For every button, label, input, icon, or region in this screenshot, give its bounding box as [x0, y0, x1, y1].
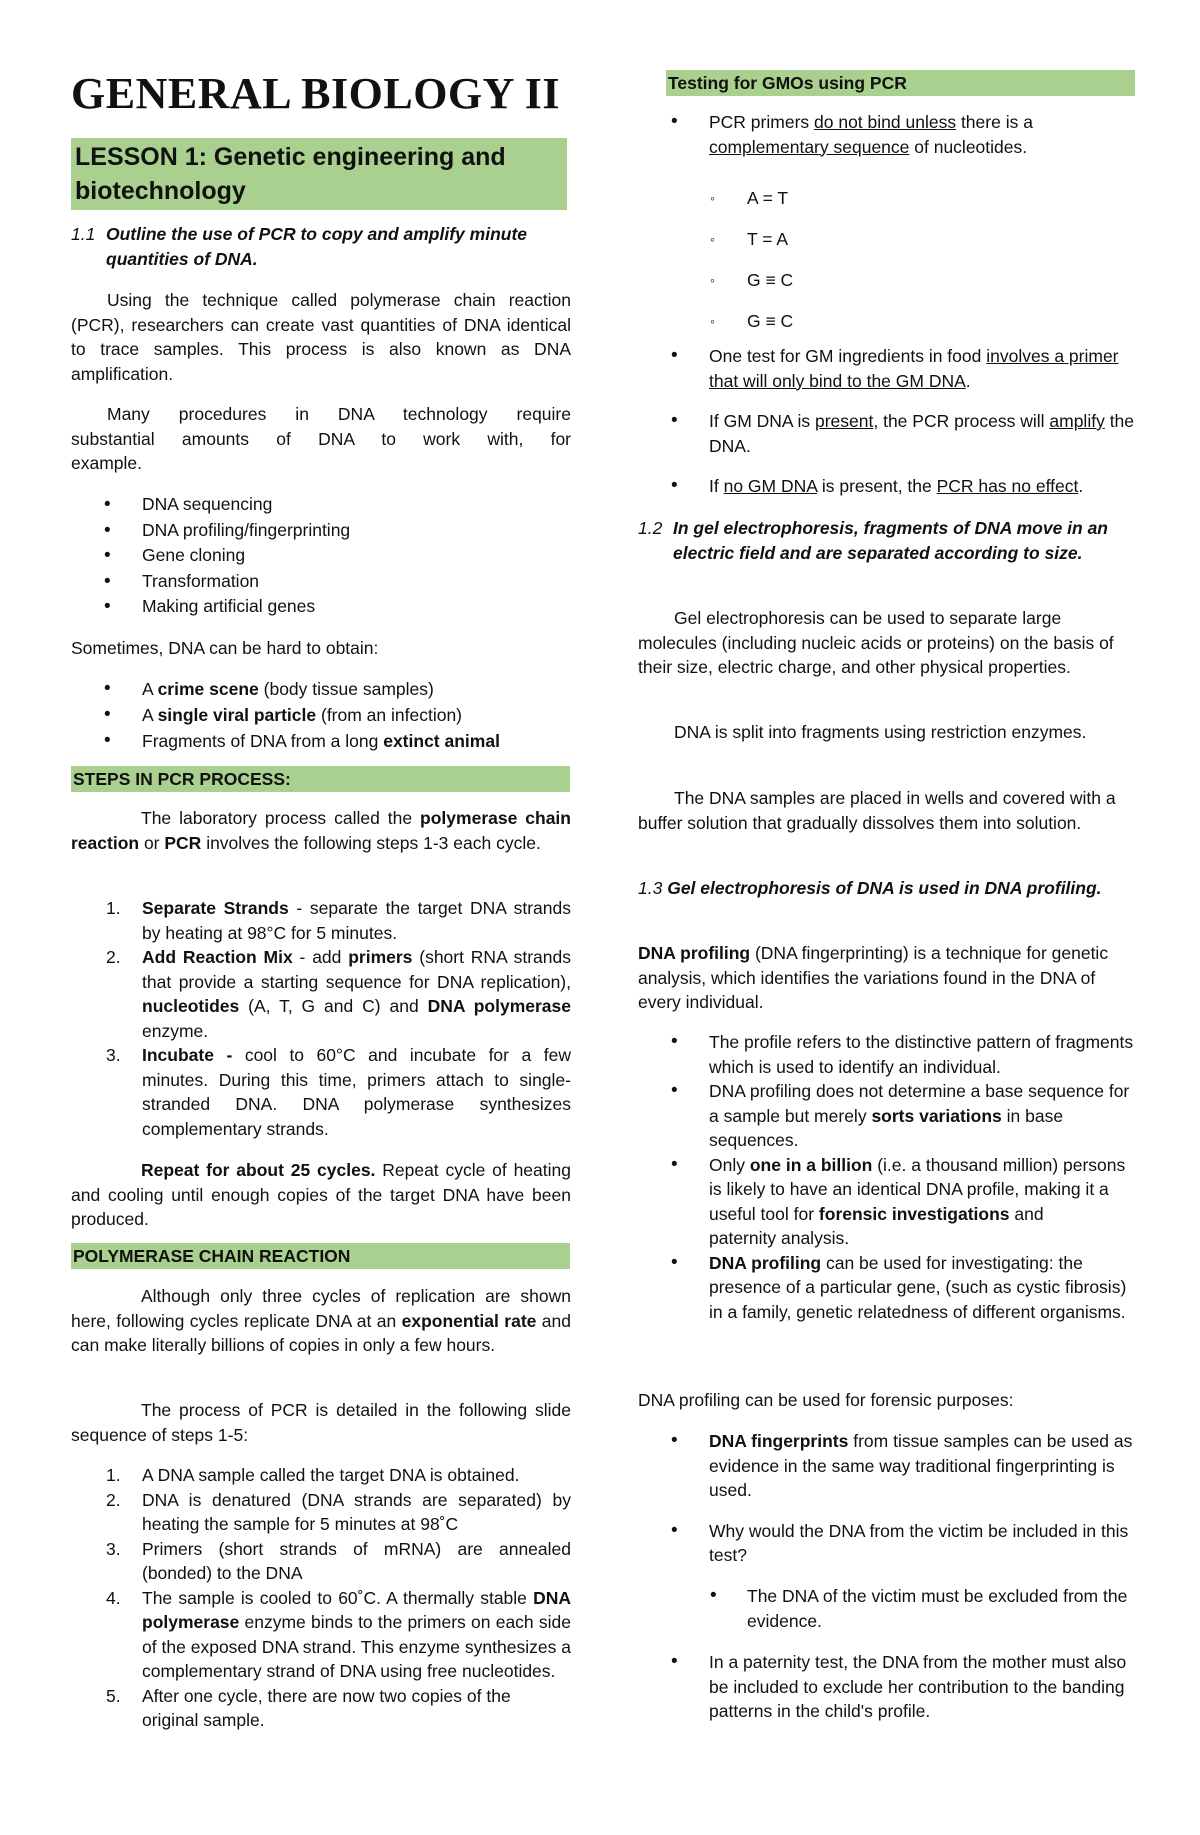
list-item: • Making artificial genes: [71, 594, 571, 620]
list-item: • Why would the DNA from the victim be included in this test?: [638, 1519, 1138, 1568]
profiling-list: [638, 1030, 1138, 1324]
paragraph-exponential: Although only three cycles of replication are shown here, following cycles replicate DNA at an exponential rate and can make literally billions of copies in only a few hours.: [71, 1286, 571, 1355]
objective-number: 1.3: [638, 878, 663, 898]
list-item: • Gene cloning: [71, 543, 571, 569]
base-pair: ◦ A = T: [638, 178, 1138, 219]
procedures-list: [71, 492, 571, 620]
paragraph-slide-sequence: The process of PCR is detailed in the following slide sequence of steps 1-5:: [71, 1400, 571, 1445]
gm-test-list: [638, 344, 1138, 499]
objective-text: Outline the use of PCR to copy and amplify minute quantities of DNA.: [106, 224, 528, 269]
objective-number: 1.1: [71, 224, 96, 244]
list-item: • DNA profiling/fingerprinting: [71, 518, 571, 544]
page-title: GENERAL BIOLOGY II: [71, 69, 561, 118]
objective-1-3: [638, 876, 1138, 901]
pcr-section-header: POLYMERASE CHAIN REACTION: [71, 1243, 570, 1269]
list-item: • Fragments of DNA from a long extinct animal: [71, 728, 571, 754]
paragraph-procedures: Many procedures in DNA technology require substantial amounts of DNA to work with, for example.: [71, 404, 571, 473]
list-item: • In a paternity test, the DNA from the mother must also be included to exclude her contribution to the banding patterns in the child's profile.: [638, 1650, 1138, 1724]
objective-text: Gel electrophoresis of DNA is used in DNA profiling.: [667, 878, 1102, 898]
base-pair: ◦ G ≡ C: [638, 260, 1138, 301]
hard-to-obtain-list: [71, 676, 571, 754]
paragraph-restriction-enzymes: DNA is split into fragments using restriction enzymes.: [674, 722, 1087, 742]
paragraph-repeat: Repeat for about 25 cycles. Repeat cycle of heating and cooling until enough copies of the target DNA have been produced.: [71, 1160, 571, 1229]
forensic-sub-list: [638, 1584, 1138, 1633]
list-item: • DNA sequencing: [71, 492, 571, 518]
list-item: • A crime scene (body tissue samples): [71, 676, 571, 702]
list-item: 3. Incubate - cool to 60°C and incubate for a few minutes. During this time, primers attach to single-stranded DNA. DNA polymerase synthesizes complementary strands.: [106, 1045, 571, 1139]
list-item: • DNA profiling does not determine a base sequence for a sample but merely sorts variations in base sequences.: [638, 1079, 1138, 1153]
objective-1-1: [71, 222, 571, 271]
base-pair: ◦ T = A: [638, 219, 1138, 260]
lesson-heading: LESSON 1: Genetic engineering and biotechnology: [71, 138, 567, 210]
pcr-detail-list: [71, 1463, 571, 1733]
list-item: • PCR primers do not bind unless there is a complementary sequence of nucleotides.: [638, 110, 1138, 159]
paragraph-pcr-intro: Using the technique called polymerase chain reaction (PCR), researchers can create vast quantities of DNA identical to trace samples. This process is also known as DNA amplification.: [71, 290, 571, 384]
list-item: • The DNA of the victim must be excluded from the evidence.: [638, 1584, 1138, 1633]
list-item: • DNA profiling can be used for investigating: the presence of a particular gene, (such as cystic fibrosis) in a family, genetic relatedness of different organisms.: [638, 1251, 1138, 1325]
list-item: 2. Add Reaction Mix - add primers (short RNA strands that provide a starting sequence for DNA replication), nucleotides (A, T, G and C) and DNA polymerase enzyme.: [106, 947, 572, 1041]
paragraph-steps-intro: The laboratory process called the polymerase chain reaction or PCR involves the following steps 1-3 each cycle.: [71, 808, 571, 853]
steps-section-header: STEPS IN PCR PROCESS:: [71, 766, 570, 792]
paternity-list: [638, 1650, 1138, 1724]
list-item: 2. DNA is denatured (DNA strands are separated) by heating the sample for 5 minutes at 98˚C: [106, 1489, 571, 1534]
list-item: • If no GM DNA is present, the PCR has no effect.: [638, 474, 1138, 499]
list-item: • A single viral particle (from an infection): [71, 702, 571, 728]
gmo-list: [638, 110, 1138, 159]
gmo-section-header: Testing for GMOs using PCR: [666, 70, 1135, 96]
list-item: • The profile refers to the distinctive pattern of fragments which is used to identify an individual.: [638, 1030, 1138, 1079]
list-item: 1. Separate Strands - separate the target DNA strands by heating at 98°C for 5 minutes.: [106, 898, 571, 943]
paragraph-gel-electrophoresis: Gel electrophoresis can be used to separate large molecules (including nucleic acids or proteins) on the basis of their size, electric charge, and other physical properties.: [638, 608, 1114, 677]
paragraph-hard-to-obtain: Sometimes, DNA can be hard to obtain:: [71, 638, 379, 658]
list-item: • DNA fingerprints from tissue samples can be used as evidence in the same way traditional fingerprinting is used.: [638, 1429, 1138, 1503]
base-pair-list: [638, 178, 1138, 342]
list-item: 3. Primers (short strands of mRNA) are annealed (bonded) to the DNA: [106, 1538, 571, 1583]
forensic-list: [638, 1429, 1138, 1568]
list-item: • Only one in a billion (i.e. a thousand million) persons is likely to have an identical DNA profile, making it a useful tool for forensic investigations and paternity analysis.: [638, 1153, 1138, 1251]
list-item: 5. After one cycle, there are now two copies of the original sample.: [106, 1685, 511, 1730]
paragraph-wells: The DNA samples are placed in wells and covered with a buffer solution that gradually dissolves them into solution.: [638, 788, 1116, 833]
base-pair: ◦ G ≡ C: [638, 301, 1138, 342]
paragraph-forensic: DNA profiling can be used for forensic purposes:: [638, 1390, 1014, 1410]
list-item: • Transformation: [71, 569, 571, 595]
list-item: 1. A DNA sample called the target DNA is obtained.: [106, 1465, 520, 1485]
objective-number: 1.2: [638, 518, 663, 538]
objective-text: In gel electrophoresis, fragments of DNA move in an electric field and are separated according to size.: [673, 518, 1108, 563]
list-item: 4. The sample is cooled to 60˚C. A thermally stable DNA polymerase enzyme binds to the primers on each side of the exposed DNA strand. This enzyme synthesizes a complementary strand of DNA using free nucleotides.: [106, 1587, 571, 1681]
paragraph-dna-profiling: DNA profiling (DNA fingerprinting) is a technique for genetic analysis, which identifies the variations found in the DNA of every individual.: [638, 943, 1109, 1012]
pcr-steps-list: [71, 896, 571, 1141]
list-item: • One test for GM ingredients in food involves a primer that will only bind to the GM DNA.: [638, 344, 1138, 393]
objective-1-2: [638, 516, 1138, 565]
list-item: • If GM DNA is present, the PCR process will amplify the DNA.: [638, 409, 1138, 458]
